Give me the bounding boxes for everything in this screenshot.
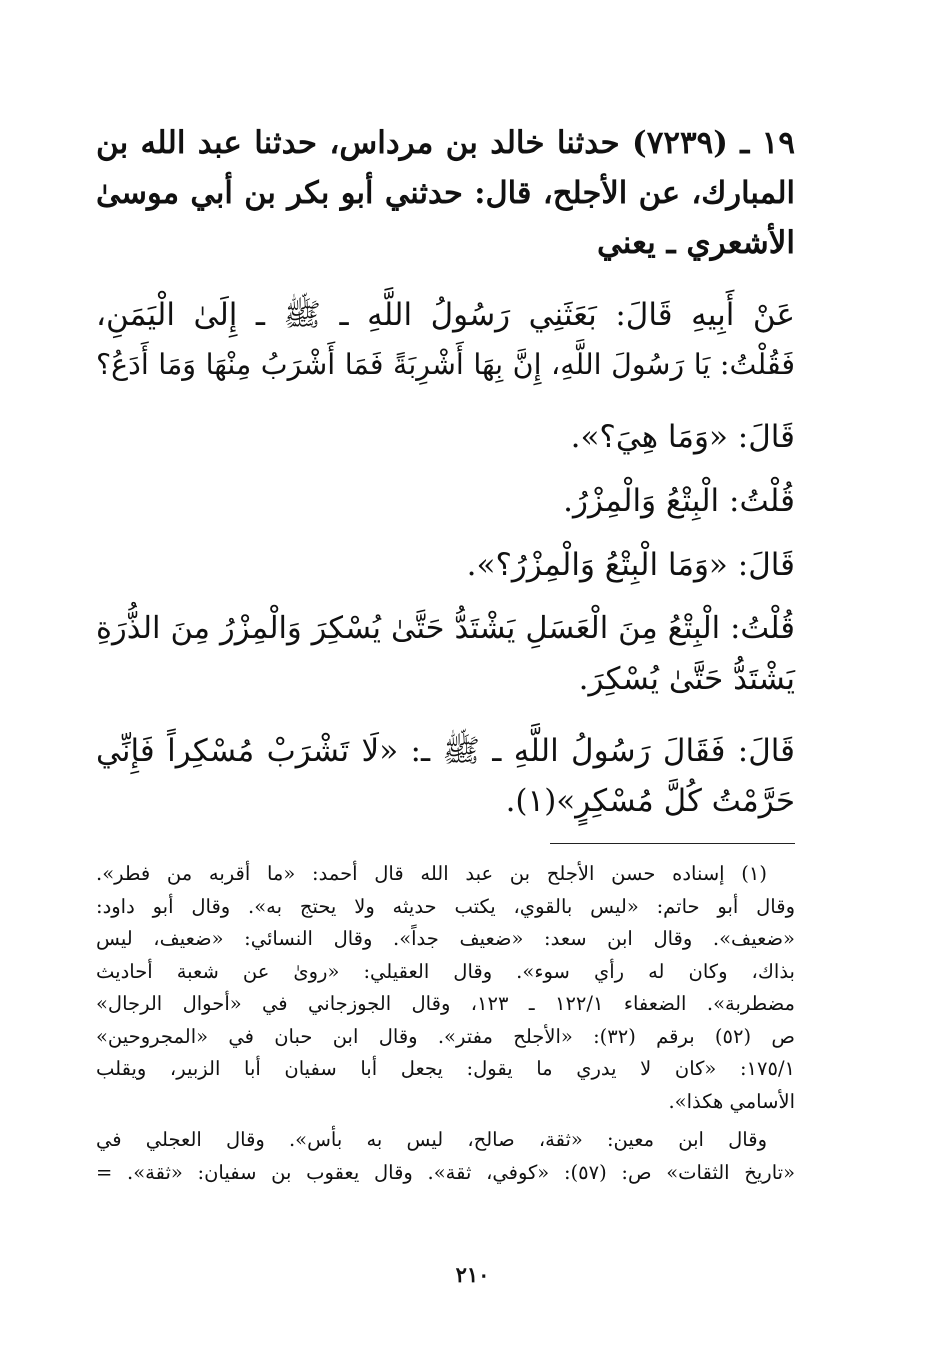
footnote-line: مضطربة». الضعفاء ١٢٢/١ ـ ١٢٣، وقال الجوزجاني في «أحوال الرجال» xyxy=(96,992,795,1015)
footnote-line: (١) إسناده حسن الأجلح بن عبد الله قال أحمد: «ما أقربه من فطر». xyxy=(96,862,767,885)
page-number: ٢١٠ xyxy=(455,1262,490,1287)
matn-line: فَقُلْتُ: يَا رَسُولَ اللَّهِ، إِنَّ بِهَا أَشْرِبَةً فَمَا أَشْرَبُ مِنْهَا وَمَا أَدَعُ؟ xyxy=(96,348,795,381)
prophet-saying-line: حَرَّمْتُ كُلَّ مُسْكِرٍ»(١). xyxy=(505,783,795,819)
footnote-line: وقال أبو حاتم: «ليس بالقوي، يكتب حديثه ولا يحتج به». وقال أبو داود: xyxy=(96,894,795,918)
dialogue-line: قُلْتُ: الْبِتْعُ وَالْمِزْرُ. xyxy=(563,483,795,519)
footnote-line: الأسامي هكذا». xyxy=(668,1089,795,1113)
dialogue-line: قَالَ: «وَمَا هِيَ؟». xyxy=(570,419,795,455)
prophet-saying-line: قَالَ: فَقَالَ رَسُولُ اللَّهِ ـ ﷺ ـ: «لَا تَشْرَبْ مُسْكِراً فَإِنِّي xyxy=(96,733,795,769)
footnote-line: «ضعيف». وقال ابن سعد: «ضعيف جداً». وقال النسائي: «ضعيف، ليس xyxy=(96,927,795,950)
footnotes xyxy=(96,858,795,1189)
isnad-line: المبارك، عن الأجلح، قال: حدثني أبو بكر بن أبي موسىٰ xyxy=(96,175,795,211)
matn-line: عَنْ أَبِيهِ قَالَ: بَعَثَنِي رَسُولُ اللَّهِ ـ ﷺ ـ إِلَىٰ الْيَمَنِ، xyxy=(96,297,795,333)
dialogue-line: يَشْتَدُّ حَتَّىٰ يُسْكِرَ. xyxy=(578,661,795,697)
dialogue-line: قَالَ: «وَمَا الْبِتْعُ وَالْمِزْرُ؟». xyxy=(466,547,795,583)
footnote-line: بذاك، وكان له رأي سوء». وقال العقيلي: «روىٰ عن شعبة أحاديث xyxy=(96,959,795,983)
footnote-line: ص (٥٢) برقم (٣٢): «الأجلح مفتر». وقال ابن حبان في «المجروحين» xyxy=(96,1024,795,1048)
footnote-line: وقال ابن معين: «ثقة، صالح، ليس به بأس». وقال العجلي في xyxy=(96,1128,767,1151)
dialogue-line: قُلْتُ: الْبِتْعُ مِنَ الْعَسَلِ يَشْتَدُّ حَتَّىٰ يُسْكِرَ وَالْمِزْرُ مِنَ الذُّرَةِ xyxy=(96,611,795,646)
isnad-line: ١٩ ـ (٧٢٣٩) حدثنا خالد بن مرداس، حدثنا عبد الله بن xyxy=(96,125,795,161)
footnote-line: «تاريخ الثقات» ص: (٥٧): «كوفي، ثقة». وقال يعقوب بن سفيان: «ثقة». = xyxy=(96,1160,795,1184)
footnote-line: ١٧٥/١: «كان لا يدري ما يقول: يجعل أبا سفيان أبا الزبير، ويقلب xyxy=(96,1057,795,1080)
hadith-text xyxy=(96,118,795,826)
isnad-line: الأشعري ـ يعني xyxy=(596,225,795,261)
footnote-divider xyxy=(550,843,795,844)
